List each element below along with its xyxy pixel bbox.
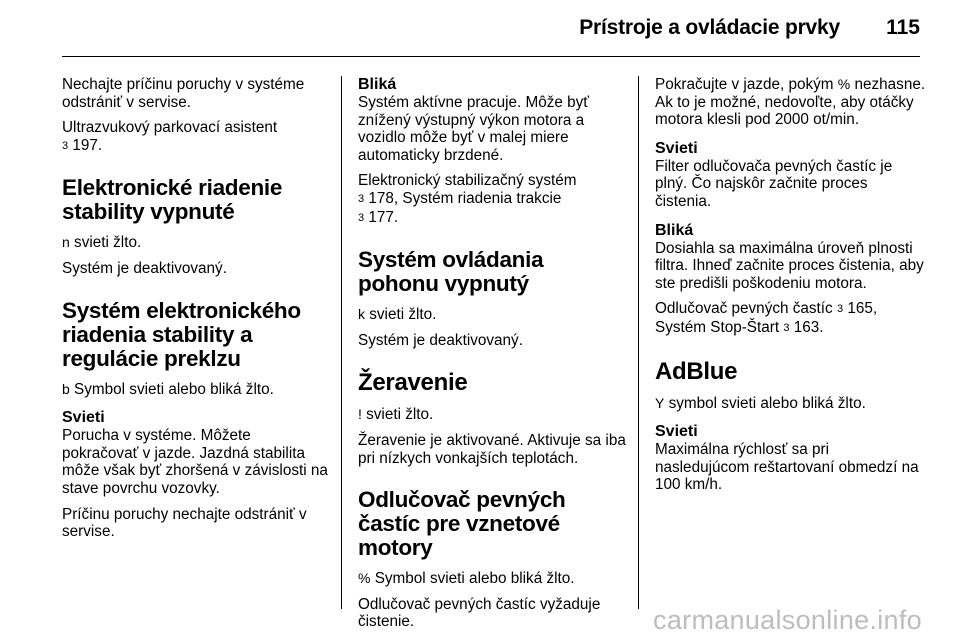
paragraph: Systém aktívne pracuje. Môže byť znížený výstupný výkon motora a vozidlo môže byť v malej miere automaticky brzdené.: [358, 94, 590, 164]
column-2: [358, 76, 626, 631]
subheading-blika: Bliká: [655, 221, 694, 239]
paragraph: Dosiahla sa maximálna úroveň plnosti filtra. Ihneď začnite proces čistenia, aby ste predišli poškodeniu motora.: [655, 239, 924, 292]
column-1: [62, 76, 330, 608]
column-3: [655, 76, 927, 608]
heading-esp-off: Elektronické riadenie stability vypnuté: [62, 175, 283, 225]
subheading-blika: Bliká: [358, 76, 397, 93]
paragraph: Odlučovač pevných častíc vyžaduje čistenie.: [358, 595, 601, 631]
paragraph: Filter odlučovača pevných častíc je plný. Čo najskôr začnite proces čistenia.: [655, 157, 893, 210]
paragraph: Systém je deaktivovaný.: [62, 259, 227, 277]
column-divider-1: [341, 76, 342, 609]
traction-off-line: k svieti žlto.: [358, 306, 437, 324]
page-number: 115: [886, 16, 920, 39]
glow-plug-icon: !: [358, 406, 362, 423]
header-rule: [62, 56, 920, 57]
adblue-icon: Y: [655, 394, 665, 411]
traction-off-icon: k: [358, 306, 365, 323]
paragraph: Maximálna rýchlosť sa pri nasledujúcom reštartovaní obmedzí na 100 km/h.: [655, 441, 919, 494]
dpf-icon: %: [837, 76, 851, 92]
subheading-svieti: Svieti: [655, 139, 698, 157]
arrow-icon: 3: [836, 303, 844, 316]
esp-off-icon: n: [62, 234, 70, 251]
paragraph: Nechajte príčinu poruchy v systéme odstrániť v servise.: [62, 76, 305, 111]
arrow-icon: 3: [62, 139, 69, 152]
paragraph: Žeravenie je aktivované. Aktivuje sa iba pri nízkych vonkajších teplotách.: [358, 431, 626, 467]
heading-traction-off: Systém ovládania pohonu vypnutý: [358, 247, 544, 297]
dpf-line: % Symbol svieti alebo bliká žlto.: [358, 570, 575, 588]
cross-reference: Odlučovač pevných častíc 3 165, Systém Stop-Štart 3 163.: [655, 300, 878, 336]
heading-glow-plug: Žeravenie: [358, 369, 468, 397]
page-header: [0, 0, 960, 58]
column-divider-2: [638, 76, 639, 609]
cross-reference: Ultrazvukový parkovací asistent 3 197.: [62, 119, 278, 154]
esp-tc-icon: b: [62, 380, 70, 397]
arrow-icon: 3: [358, 211, 365, 224]
heading-adblue: AdBlue: [655, 357, 738, 385]
glow-plug-line: ! svieti žlto.: [358, 406, 434, 424]
paragraph: Pokračujte v jazde, pokým % nezhasne. Ak to je možné, nedovoľte, aby otáčky motora klesli pod 2000 ot/min.: [655, 76, 926, 129]
esp-tc-line: b Symbol svieti alebo bliká žlto.: [62, 380, 274, 398]
esp-off-line: n svieti žlto.: [62, 234, 142, 252]
dpf-icon: %: [358, 570, 371, 587]
section-title: Prístroje a ovládacie prvky: [579, 16, 840, 39]
subheading-svieti: Svieti: [62, 409, 105, 427]
heading-esp-tc: Systém elektronického riadenia stability a regulácie preklzu: [62, 297, 301, 371]
watermark: carmanualsonline.info: [653, 605, 922, 635]
arrow-icon: 3: [783, 321, 790, 334]
subheading-svieti: Svieti: [655, 423, 698, 441]
paragraph: Porucha v systéme. Môžete pokračovať v jazde. Jazdná stabilita môže však byť zhoršená v závislosti na stave povrchu vozovky.: [62, 427, 328, 497]
heading-dpf: Odlučovač pevných častíc pre vznetové motory: [358, 487, 566, 561]
paragraph: Príčinu poruchy nechajte odstrániť v servise.: [62, 505, 307, 541]
paragraph: Systém je deaktivovaný.: [358, 331, 523, 349]
adblue-line: Y symbol svieti alebo bliká žlto.: [655, 394, 866, 412]
cross-reference: Elektronický stabilizačný systém 3 178, Systém riadenia trakcie 3 177.: [358, 172, 577, 226]
arrow-icon: 3: [358, 192, 365, 205]
